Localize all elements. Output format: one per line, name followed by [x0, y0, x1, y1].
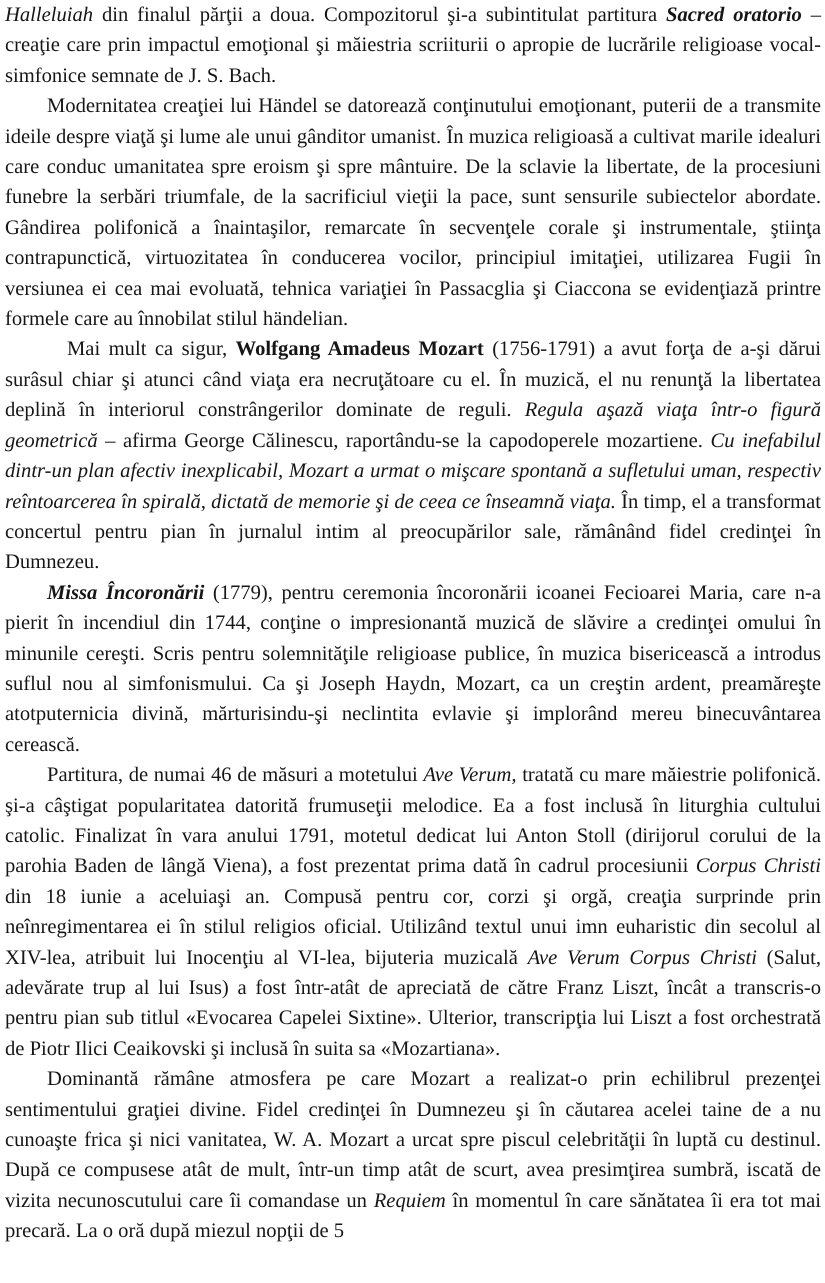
text-run: (1756-1791) a avut forţa de a-şi dărui surâsul chiar şi atunci când viaţa era necruţătoare cu el. În muzică, el nu renunţă la libertatea deplină în interiorul constrângerilor dominate de reguli.: [5, 338, 821, 422]
text-run: din 18 iunie a aceluiaşi an. Compusă pentru cor, corzi şi orgă, creaţia surprinde prin neînregimentarea ei în stilul religios oficial. Utilizând textul unui imn euharistic din secolul al XIV-lea, atribuit lui Inocenţiu al VI-lea, bijuteria muzicală: [5, 885, 821, 969]
text-run: Partitura, de numai 46 de măsuri a motetului: [47, 764, 424, 787]
paragraph-ave-verum: [5, 760, 821, 1064]
text-run: Modernitatea creaţiei lui Händel se datorează conţinutului emoţionant, puterii de a transmite ideile despre viaţă şi lume ale unui gânditor umanist. În muzica religioasă a cultivat marile idealuri care conduc umanitatea spre eroism şi spre mântuire. De la sclavie la libertate, de la procesiuni funebre la serbări triumfale, de la sacrificiul vieţii la pace, sunt sensurile subiectelor abordate. Gândirea polifonică a înaintaşilor, remarcate în secvenţele corale şi instrumentale, ştiinţa contrapunctică, virtuozitatea în conducerea vocilor, principiul imitaţiei, utilizarea Fugii în versiunea ei cea mai evoluată, tehnica variaţiei în Passacglia şi Ciaccona se evidenţiază printre formele care au înnobilat stilul händelian.: [5, 95, 821, 331]
paragraph-mozart-intro: [5, 334, 821, 577]
emphasized-text-run: Wolfgang Amadeus Mozart: [235, 338, 484, 361]
text-run: Mai mult ca sigur,: [67, 338, 236, 361]
text-run: – afirma George Călinescu, raportându-se la capodoperele mozartiene.: [97, 429, 711, 452]
paragraph-mozart-requiem: [5, 1064, 821, 1246]
emphasized-text-run: Regula aşază viaţa într-o figură geometrică: [5, 399, 821, 452]
text-run: (Salut, adevărate trup al lui Isus) a fost într-atât de apreciată de către Franz Liszt, încât a transcris-o pentru pian sub titlul «Evocarea Capelei Sixtine». Ulterior, transcripţia lui Liszt a fost orchestrată de Piotr Ilici Ceaikovski şi inclusă în suita sa «Mozartiana».: [5, 946, 821, 1060]
paragraph-missa-incoronarii: [5, 578, 821, 760]
text-run: În timp, el a transformat concertul pentru pian în jurnalul intim al preocupărilor sale, rămânând fidel credinţei în Dumnezeu.: [5, 490, 822, 574]
text-run: tratată cu mare măiestrie polifonică. şi-a câştigat popularitatea datorită frumuseţii melodice. Ea a fost inclusă în liturghia cultului catolic. Finalizat în vara anului 1791, motetul dedicat lui Anton Stoll (dirijorul corului de la parohia Baden de lângă Viena), a fost prezentat prima dată în cadrul procesiunii: [5, 764, 821, 878]
emphasized-text-run: Requiem: [373, 1189, 446, 1212]
text-run: în momentul în care sănătatea îi era tot mai precară. La o oră după miezul nopţii de 5: [5, 1189, 821, 1243]
emphasized-text-run: Corpus Christi: [695, 855, 821, 878]
emphasized-text-run: Missa Încoronării: [47, 581, 205, 604]
text-run: din finalul părţii a doua. Compozitorul şi-a subintitulat partitura: [93, 4, 666, 26]
text-run: – creaţie care prin impactul emoţional şi măiestria scriiturii o apropie de lucrările religioase vocal- simfonice semnate de J. S. Bach.: [5, 4, 822, 87]
emphasized-text-run: Halleluiah: [5, 4, 94, 26]
emphasized-text-run: Cu inefabilul dintr-un plan afectiv inexplicabil, Mozart a urmat o mişcare spontană a sufletului uman, respectiv reîntoarcerea în spirală, dictată de memorie şi de ceea ce înseamnă viaţa.: [5, 429, 821, 513]
document-page: [5, 0, 821, 1247]
paragraph-handel-messiah-ending: [5, 0, 821, 91]
emphasized-text-run: Ave Verum,: [423, 764, 517, 787]
emphasized-text-run: Ave Verum Corpus Christi: [527, 946, 757, 969]
text-run: (1779), pentru ceremonia încoronării icoanei Fecioarei Maria, care n-a pierit în incendiul din 1744, conţine o impresionantă muzică de slăvire a credinţei omului în minunile cereşti. Scris pentru solemnităţile religioase publice, în muzica bisericească a introdus suflul nou al simfonismului. Ca şi Joseph Haydn, Mozart, ca un creştin ardent, preamăreşte atotputernicia divină, mărturisindu-şi neclintita evlavie şi implorând mereu binecuvântarea cerească.: [5, 581, 821, 756]
emphasized-text-run: Sacred oratorio: [666, 4, 802, 26]
text-run: Dominantă rămâne atmosfera pe care Mozart a realizat-o prin echilibrul prezenţei sentimentului graţiei divine. Fidel credinţei în Dumnezeu şi în căutarea acelei taine de a nu cunoaşte frica şi nici vanitatea, W. A. Mozart a urcat spre piscul celebrităţii în luptă cu destinul. După ce compusese atât de mult, într-un timp atât de scurt, avea presimţirea sumbră, iscată de vizita necunoscutului care îi comandase un: [5, 1068, 821, 1212]
paragraph-handel-modernity: [5, 91, 821, 334]
